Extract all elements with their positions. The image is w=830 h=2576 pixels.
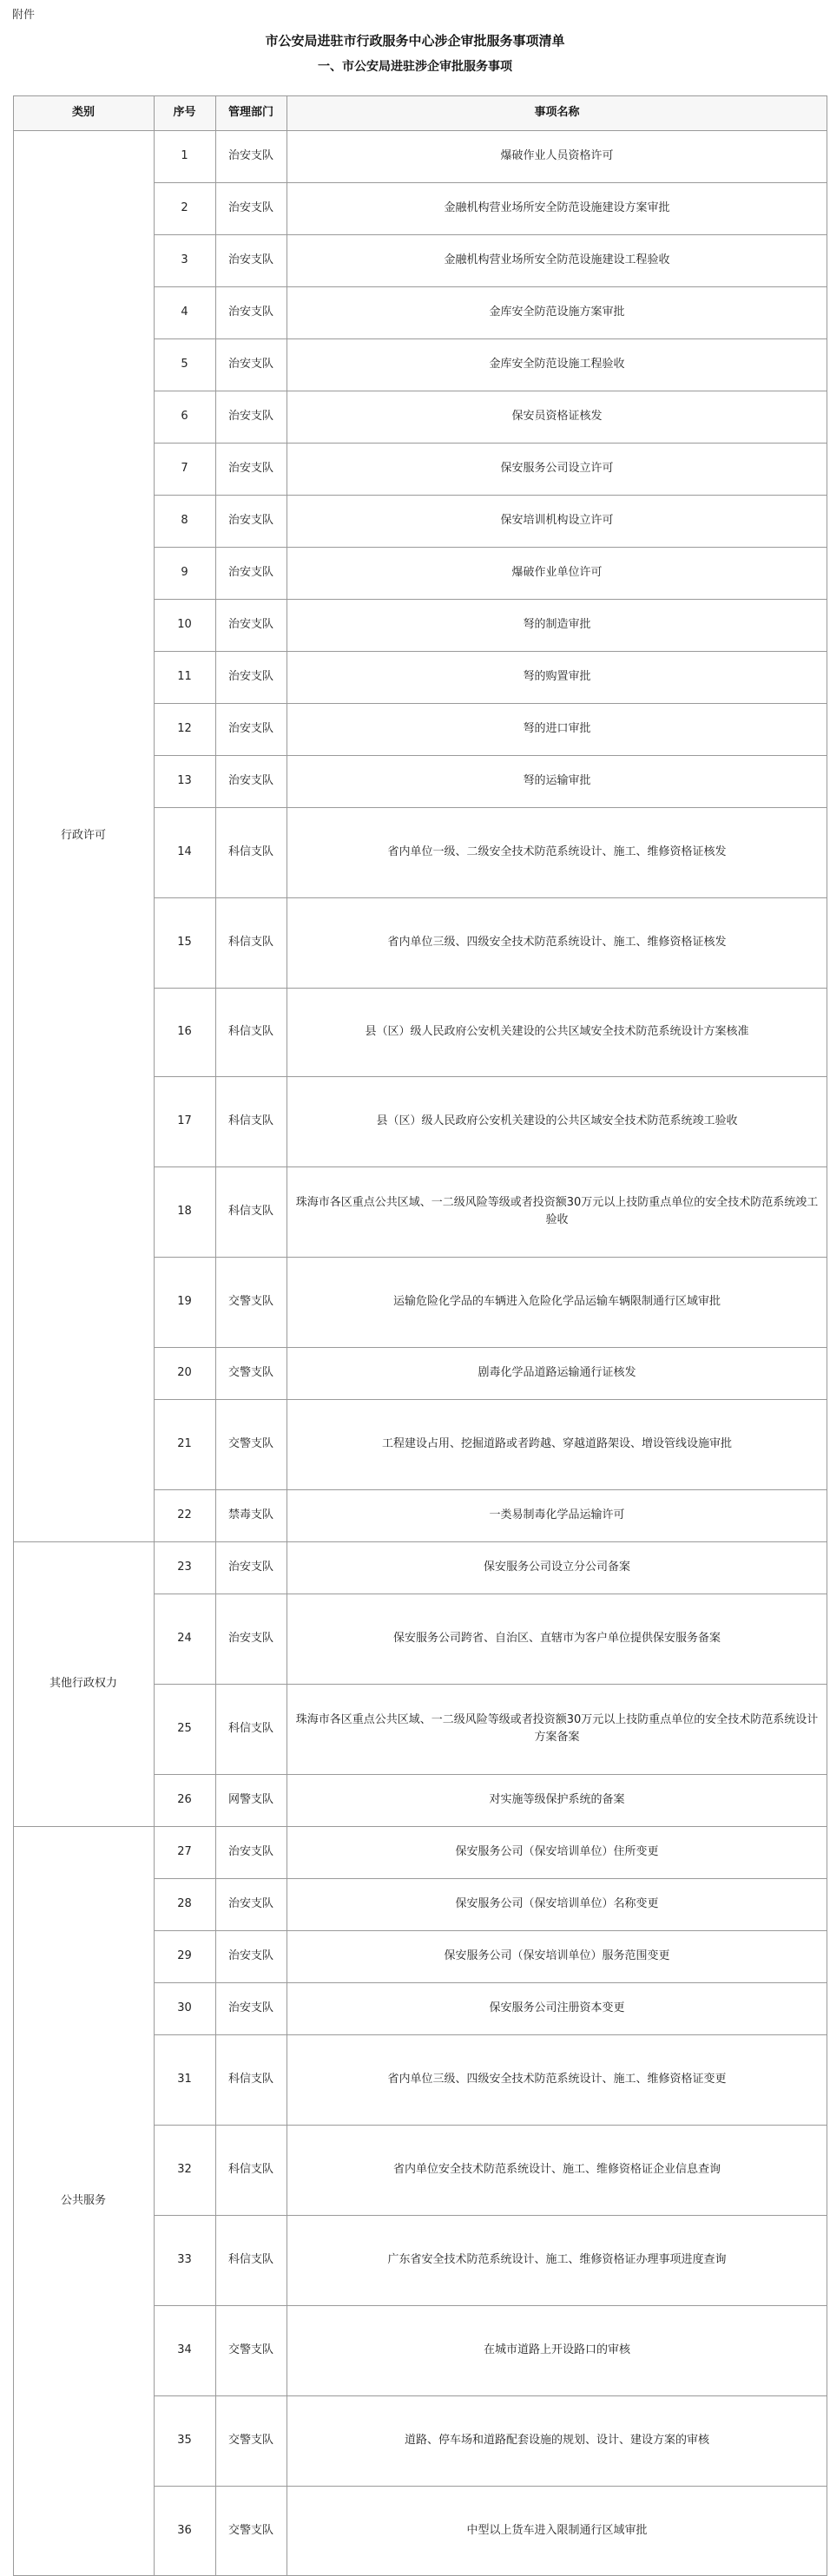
row-number-cell: 7 [181,462,188,475]
row-number-cell: 16 [177,1025,192,1038]
row-department-cell: 科信支队 [227,1114,273,1127]
row-item-name-cell: 在城市道路上开设路口的审核 [483,2343,630,2356]
row-divider [154,182,827,183]
row-department-cell: 科信支队 [227,1205,273,1218]
row-divider [154,1774,827,1775]
row-item-name-cell: 省内单位三级、四级安全技术防范系统设计、施工、维修资格证变更 [387,2073,727,2086]
row-department-cell: 治安支队 [227,618,273,631]
row-divider [154,897,827,898]
row-divider [154,338,827,339]
header-divider [13,130,827,131]
row-number-cell: 12 [177,722,192,735]
row-divider [154,2305,827,2306]
row-number-cell: 19 [177,1295,192,1308]
row-divider [154,2395,827,2396]
row-divider [154,2486,827,2487]
row-department-cell: 治安支队 [227,1632,273,1645]
row-department-cell: 治安支队 [227,1561,273,1574]
row-department-cell: 科信支队 [227,1722,273,1735]
row-department-cell: 交警支队 [227,2524,273,2537]
row-department-cell: 科信支队 [227,2163,273,2176]
row-item-name-cell: 县（区）级人民政府公安机关建设的公共区域安全技术防范系统设计方案核准 [365,1025,749,1038]
category-divider [13,1826,827,1827]
row-number-cell: 24 [177,1632,192,1645]
header-number: 序号 [173,106,196,119]
row-department-cell: 科信支队 [227,1025,273,1038]
row-department-cell: 禁毒支队 [227,1508,273,1521]
row-department-cell: 治安支队 [227,253,273,266]
row-number-cell: 22 [177,1508,192,1521]
table-border-left [13,95,14,2576]
row-number-cell: 5 [181,358,188,371]
row-item-name-cell: 弩的购置审批 [523,670,591,683]
row-number-cell: 25 [177,1722,192,1735]
header-item-name: 事项名称 [534,106,580,119]
row-department-cell: 科信支队 [227,2253,273,2266]
row-item-name-cell: 省内单位一级、二级安全技术防范系统设计、施工、维修资格证核发 [387,845,727,858]
row-item-name-cell: 保安服务公司（保安培训单位）住所变更 [455,1845,659,1858]
column-divider [215,95,216,2576]
row-divider [154,1257,827,1258]
category-divider [13,1541,827,1542]
row-department-cell: 交警支队 [227,2434,273,2447]
row-divider [154,1684,827,1685]
row-number-cell: 29 [177,1949,192,1962]
header-category: 类别 [71,106,95,119]
row-department-cell: 治安支队 [227,566,273,579]
document-subtitle: 一、市公安局进驻涉企审批服务事项 [318,60,512,74]
row-department-cell: 治安支队 [227,514,273,527]
row-number-cell: 8 [181,514,188,527]
row-divider [154,2125,827,2126]
row-department-cell: 治安支队 [227,1845,273,1858]
row-number-cell: 31 [177,2073,192,2086]
row-department-cell: 科信支队 [227,936,273,949]
row-item-name-cell: 保安服务公司（保安培训单位）名称变更 [455,1897,659,1910]
row-item-name-cell: 县（区）级人民政府公安机关建设的公共区域安全技术防范系统竣工验收 [376,1114,738,1127]
row-department-cell: 科信支队 [227,845,273,858]
row-number-cell: 32 [177,2163,192,2176]
row-number-cell: 13 [177,774,192,787]
row-divider [154,443,827,444]
row-number-cell: 18 [177,1205,192,1218]
row-divider [154,286,827,287]
row-number-cell: 11 [177,670,192,683]
row-divider [154,703,827,704]
row-divider [154,495,827,496]
row-number-cell: 1 [181,149,188,162]
row-divider [154,651,827,652]
row-divider [154,755,827,756]
row-department-cell: 治安支队 [227,2001,273,2014]
row-divider [154,1166,827,1167]
row-divider [154,807,827,808]
row-department-cell: 治安支队 [227,149,273,162]
row-department-cell: 治安支队 [227,462,273,475]
row-department-cell: 交警支队 [227,1366,273,1379]
row-item-name-cell: 工程建设占用、挖掘道路或者跨越、穿越道路架设、增设管线设施审批 [381,1437,732,1450]
row-divider [154,2034,827,2035]
row-divider [154,988,827,989]
row-item-name-cell: 道路、停车场和道路配套设施的规划、设计、建设方案的审核 [404,2434,709,2447]
row-department-cell: 治安支队 [227,1949,273,1962]
row-number-cell: 27 [177,1845,192,1858]
row-divider [154,234,827,235]
row-department-cell: 治安支队 [227,410,273,423]
row-number-cell: 35 [177,2434,192,2447]
row-number-cell: 6 [181,410,188,423]
row-number-cell: 17 [177,1114,192,1127]
document-title: 市公安局进驻市行政服务中心涉企审批服务事项清单 [265,33,565,49]
row-divider [154,547,827,548]
row-number-cell: 9 [181,566,188,579]
category-cell: 公共服务 [60,2194,106,2207]
row-item-name-cell: 保安服务公司设立许可 [500,462,614,475]
row-item-name-cell: 保安服务公司跨省、自治区、直辖市为客户单位提供保安服务备案 [392,1632,721,1645]
table-border-top [13,95,827,96]
row-number-cell: 15 [177,936,192,949]
row-number-cell: 34 [177,2343,192,2356]
row-item-name-cell: 省内单位三级、四级安全技术防范系统设计、施工、维修资格证核发 [387,936,727,949]
row-item-name-cell: 保安服务公司注册资本变更 [489,2001,625,2014]
row-department-cell: 治安支队 [227,358,273,371]
row-item-name-cell: 爆破作业单位许可 [511,566,603,579]
row-divider [154,1489,827,1490]
row-number-cell: 4 [181,306,188,319]
row-item-name-cell: 保安培训机构设立许可 [500,514,614,527]
row-item-name-cell: 保安服务公司（保安培训单位）服务范围变更 [444,1949,670,1962]
row-divider [154,2215,827,2216]
row-department-cell: 治安支队 [227,722,273,735]
row-number-cell: 10 [177,618,192,631]
row-item-name-cell: 金融机构营业场所安全防范设施建设工程验收 [444,253,670,266]
row-item-name-cell: 广东省安全技术防范系统设计、施工、维修资格证办理事项进度查询 [387,2253,727,2266]
row-item-name-cell: 金融机构营业场所安全防范设施建设方案审批 [444,201,670,214]
row-divider [154,1878,827,1879]
row-divider [154,1982,827,1983]
row-item-name-cell: 金库安全防范设施工程验收 [489,358,625,371]
row-item-name-cell: 保安服务公司设立分公司备案 [483,1561,630,1574]
row-item-name-cell: 弩的进口审批 [523,722,591,735]
row-department-cell: 科信支队 [227,2073,273,2086]
row-number-cell: 3 [181,253,188,266]
row-number-cell: 28 [177,1897,192,1910]
row-number-cell: 33 [177,2253,192,2266]
row-number-cell: 36 [177,2524,192,2537]
header-department: 管理部门 [227,106,273,119]
row-number-cell: 26 [177,1793,192,1806]
row-item-name-cell: 剧毒化学品道路运输通行证核发 [478,1366,636,1379]
row-divider [154,599,827,600]
row-number-cell: 30 [177,2001,192,2014]
row-department-cell: 治安支队 [227,306,273,319]
row-item-name-cell: 保安员资格证核发 [511,410,603,423]
row-divider [154,1076,827,1077]
row-item-name-cell: 弩的制造审批 [523,618,591,631]
row-item-name-cell: 中型以上货车进入限制通行区域审批 [466,2524,648,2537]
row-department-cell: 治安支队 [227,670,273,683]
row-number-cell: 21 [177,1437,192,1450]
annex-label: 附件 [12,9,36,22]
row-item-name-cell: 弩的运输审批 [523,774,591,787]
row-department-cell: 治安支队 [227,201,273,214]
row-item-name-cell: 省内单位安全技术防范系统设计、施工、维修资格证企业信息查询 [392,2163,721,2176]
row-item-name-cell: 爆破作业人员资格许可 [500,149,614,162]
row-number-cell: 2 [181,201,188,214]
row-department-cell: 交警支队 [227,2343,273,2356]
row-number-cell: 23 [177,1561,192,1574]
category-cell: 行政许可 [60,829,106,842]
category-cell: 其他行政权力 [49,1677,117,1690]
row-item-name-cell: 对实施等级保护系统的备案 [489,1793,625,1806]
row-item-name-cell: 运输危险化学品的车辆进入危险化学品运输车辆限制通行区域审批 [392,1295,721,1308]
row-divider [154,1347,827,1348]
row-item-name-cell: 珠海市各区重点公共区域、一二级风险等级或者投资额30万元以上技防重点单位的安全技术防范系统设计方案备案 [295,1713,819,1744]
row-number-cell: 20 [177,1366,192,1379]
row-department-cell: 交警支队 [227,1295,273,1308]
column-divider [154,95,155,2576]
row-department-cell: 交警支队 [227,1437,273,1450]
row-item-name-cell: 金库安全防范设施方案审批 [489,306,625,319]
row-department-cell: 治安支队 [227,1897,273,1910]
row-divider [154,1930,827,1931]
row-number-cell: 14 [177,845,192,858]
row-department-cell: 网警支队 [227,1793,273,1806]
approval-items-table [13,95,827,2576]
row-item-name-cell: 一类易制毒化学品运输许可 [489,1508,625,1521]
row-item-name-cell: 珠海市各区重点公共区域、一二级风险等级或者投资额30万元以上技防重点单位的安全技术防范系统竣工验收 [295,1196,819,1226]
row-department-cell: 治安支队 [227,774,273,787]
row-divider [154,1399,827,1400]
